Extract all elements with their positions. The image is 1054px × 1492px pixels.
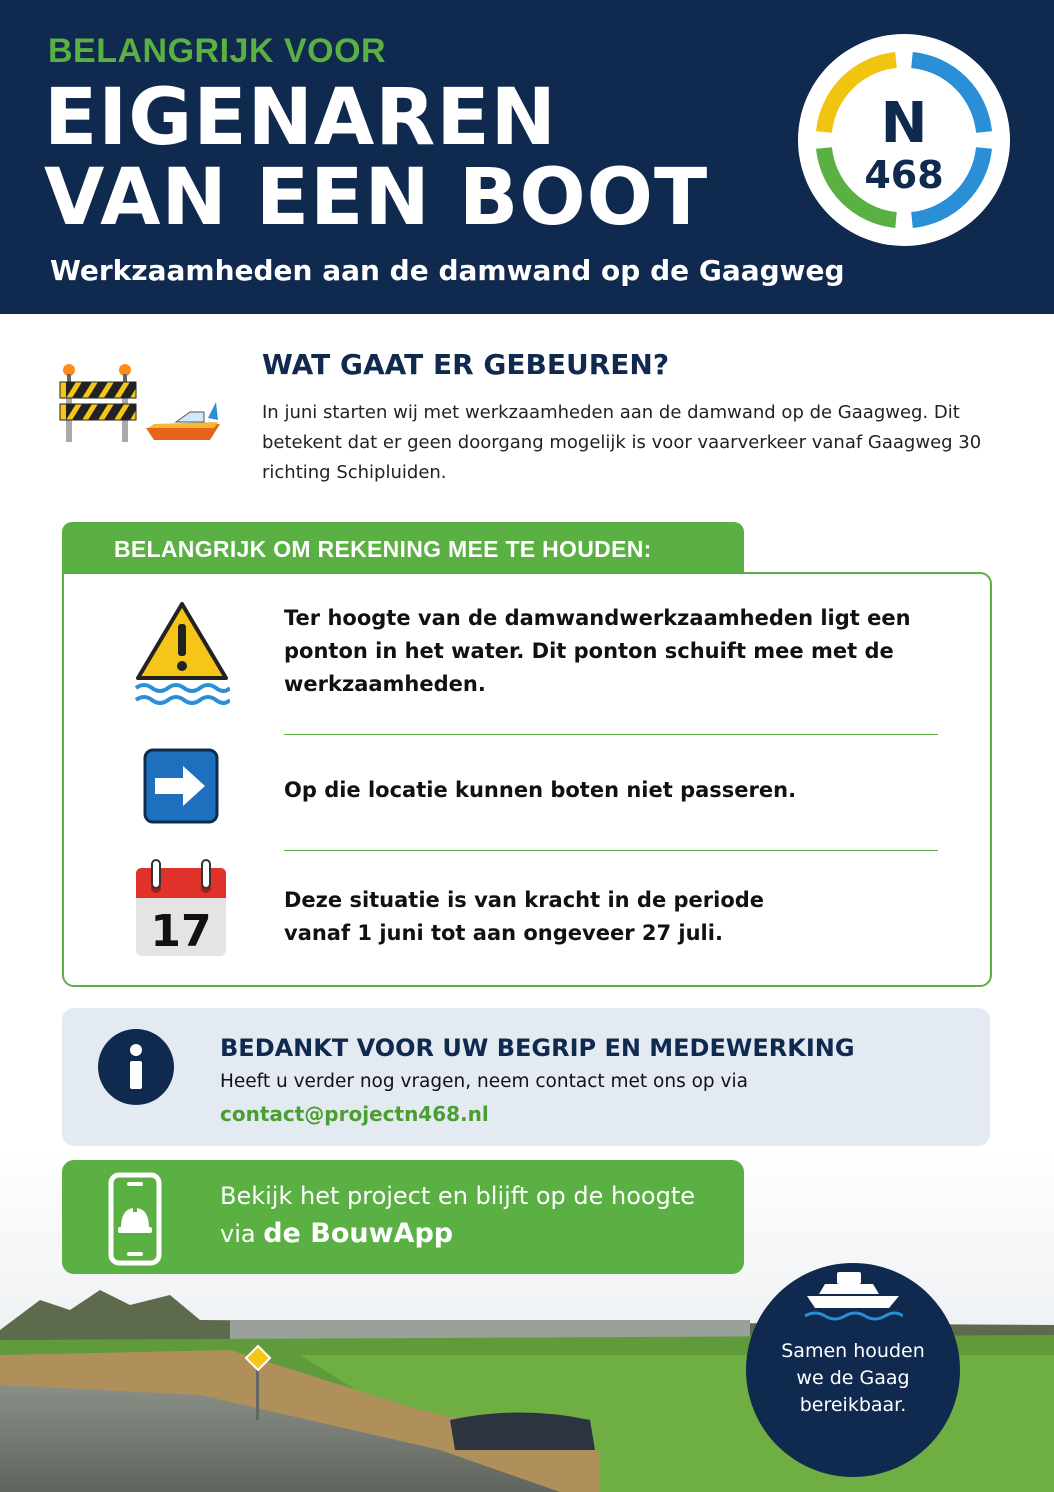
info-text: Heeft u verder nog vragen, neem contact met ons op via — [220, 1071, 748, 1092]
slogan-line3: bereikbaar. — [799, 1394, 907, 1416]
page-title — [44, 73, 709, 243]
slogan-line1: Samen houden — [781, 1340, 925, 1362]
bouwapp-text-line2 — [220, 1218, 453, 1249]
page-subtitle: Werkzaamheden aan de damwand op de Gaagweg — [50, 254, 845, 287]
notice-item-3-line2: vanaf 1 juni tot aan ongeveer 27 juli. — [284, 921, 723, 945]
page-title-line1: EIGENAREN — [44, 73, 557, 163]
header-kicker: BELANGRIJK VOOR — [48, 32, 387, 70]
info-icon — [97, 1028, 175, 1106]
boat-icon — [803, 1270, 903, 1326]
notice-item-3 — [284, 884, 764, 950]
road-barrier-icon — [60, 364, 136, 442]
header-banner — [0, 0, 1054, 314]
notice-title: BELANGRIJK OM REKENING MEE TE HOUDEN: — [114, 536, 652, 562]
notice-divider — [284, 850, 938, 851]
intro-icons — [58, 360, 226, 450]
logo-letter: N — [880, 91, 928, 156]
calendar-day: 17 — [150, 906, 212, 957]
smartphone-helmet-icon — [108, 1172, 162, 1266]
calendar-icon — [134, 858, 228, 958]
intro-text: In juni starten wij met werkzaamheden aan de damwand op de Gaagweg. Dit betekent dat er geen doorgang mogelijk is voor vaarverkeer vanaf Gaagweg 30 richting Schipluiden. — [262, 402, 982, 483]
notice-item-1 — [284, 602, 911, 701]
bouwapp-banner[interactable] — [62, 1160, 744, 1274]
notice-item-3-line1: Deze situatie is van kracht in de periode — [284, 888, 765, 912]
logo-number: 468 — [864, 153, 944, 197]
notice-item-2: Op die locatie kunnen boten niet passeren. — [284, 778, 797, 802]
info-title: BEDANKT VOOR UW BEGRIP EN MEDEWERKING — [220, 1034, 855, 1062]
page-title-line2: VAN EEN BOOT — [44, 153, 709, 243]
notice-divider — [284, 734, 938, 735]
warning-water-icon — [134, 600, 230, 708]
notice-item-1-line1: Ter hoogte van de damwandwerkzaamheden ligt een — [284, 606, 911, 630]
contact-email-link[interactable]: contact@projectn468.nl — [220, 1102, 489, 1126]
arrow-right-icon — [143, 748, 219, 824]
bouwapp-name: de BouwApp — [263, 1218, 454, 1249]
slogan-text — [746, 1338, 960, 1419]
notice-item-1-line3: werkzaamheden. — [284, 672, 486, 696]
intro-title: WAT GAAT ER GEBEUREN? — [262, 348, 670, 381]
bouwapp-text-prefix: via — [220, 1220, 264, 1248]
speedboat-icon — [146, 402, 220, 440]
slogan-line2: we de Gaag — [796, 1367, 910, 1389]
n468-logo — [796, 32, 1012, 248]
bouwapp-text-line1: Bekijk het project en blijft op de hoogte — [220, 1182, 696, 1210]
notice-item-1-line2: ponton in het water. Dit ponton schuift mee met de — [284, 639, 894, 663]
notice-tab — [62, 522, 744, 578]
